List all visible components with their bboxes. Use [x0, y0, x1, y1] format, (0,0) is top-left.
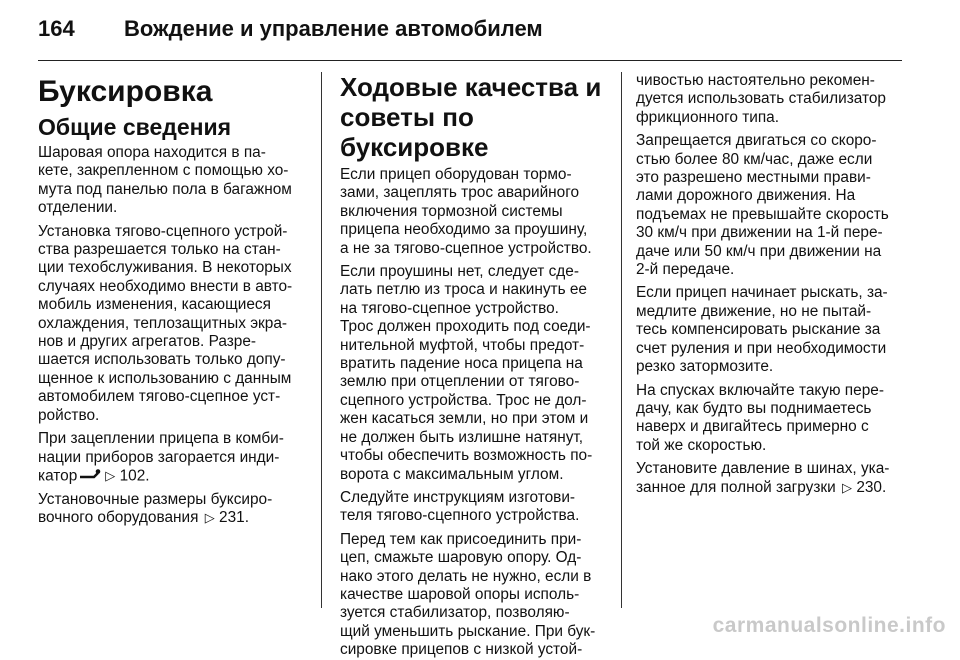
paragraph-text: Установите давление в шинах, ука- занное для полной загрузки — [636, 460, 890, 496]
page-number: 164 — [38, 16, 75, 41]
page-ref-arrow-icon: ▷ — [204, 509, 215, 525]
running-title: Вождение и управление автомобилем — [124, 16, 543, 41]
section-title-towing: Буксировка — [38, 75, 213, 108]
watermark: carmanualsonline.info — [712, 614, 946, 637]
page-ref-link[interactable]: 102. — [119, 467, 150, 485]
page-ref-arrow-icon: ▷ — [842, 479, 853, 495]
paragraph: На спусках включайте такую пере- дачу, как будто вы поднимаетесь наверх и двигайтесь примерно с той же скоростью. — [636, 381, 884, 454]
paragraph: Следуйте инструкциям изготови- теля тягово-сцепного устройства. — [340, 488, 580, 525]
page-ref-link[interactable]: 231. — [219, 508, 249, 526]
paragraph-indicator — [38, 430, 304, 485]
paragraph-ref — [636, 460, 902, 497]
column-3 — [636, 72, 902, 612]
paragraph: Если прицеп начинает рыскать, за- медлите движение, но не пытай- тесь компенсировать рыскание за счет руления и при необходимости резко затормозите. — [636, 284, 888, 376]
paragraph-ref — [38, 491, 304, 528]
column-divider-1 — [321, 72, 322, 608]
column-1 — [38, 72, 304, 612]
column-2 — [340, 72, 606, 659]
page-ref-arrow-icon: ▷ — [105, 468, 116, 484]
page-ref-link[interactable]: 230. — [856, 478, 887, 496]
paragraph: Запрещается двигаться со скоро- стью более 80 км/час, даже если это разрешено местными прави- лами дорожного движения. На подъемах не превышайте скорость 30 км/ч при движении на 1-й пере- даче или 50 км/ч при движении на 2-й передаче. — [636, 132, 889, 279]
subsection-title-general: Общие сведения — [38, 114, 232, 140]
paragraph: Если прицеп оборудован тормо- зами, зацеплять трос аварийного включения тормозной системы прицепа необходимо за проушину, а не за тягово-сцепное устройство. — [340, 166, 592, 257]
paragraph: чивостью настоятельно рекомен- дуется использовать стабилизатор фрикционного типа. — [636, 72, 886, 126]
paragraph: Перед тем как присоединить при- цеп, смажьте шаровую опору. Од- нако этого делать не нужно, если в качестве шаровой опоры исполь- зуется стабилизатор, позволяю- щий уменьшить рыскание. При бук- сировке прицепов с низкой устой- — [340, 530, 596, 659]
page-header — [38, 16, 543, 56]
column-divider-2 — [621, 72, 622, 608]
paragraph-text: Установочные размеры буксиро- вочного оборудования — [38, 490, 273, 526]
paragraph: Установка тягово-сцепного устрой- ства разрешается только на стан- ции техобслуживания. В некоторых случаях необходимо внести в авто- мобиль изменения, касающиеся охлаждения, теплозащитных экра- нов и других агрегатов. Разре- шается использовать только допу- щенное к использованию с данным автомобилем тягово-сцепное уст- ройство. — [38, 222, 293, 424]
section-title-driving-tips: Ходовые качества и советы по буксировке — [340, 72, 602, 162]
paragraph: Шаровая опора находится в па- кете, закрепленном с помощью хо- мута под панелью пола в багажном отделении. — [38, 144, 292, 217]
paragraph: Если проушины нет, следует сде- лать петлю из троса и накинуть ее на тягово-сцепное устройство. Трос должен проходить под соеди- нительной муфтой, чтобы предот- вратить падение носа прицепа на землю при отцеплении от тягово- сцепного устройства. Трос не дол- жен касаться земли, но при этом и не должен быть излишне натянут, чтобы обеспечить возможность по- ворота с максимальным углом. — [340, 263, 593, 483]
header-divider — [38, 60, 902, 61]
paragraph-text: При зацеплении прицепа в комби- нации приборов загорается инди- катор — [38, 430, 284, 485]
tow-hitch-icon — [79, 467, 101, 485]
